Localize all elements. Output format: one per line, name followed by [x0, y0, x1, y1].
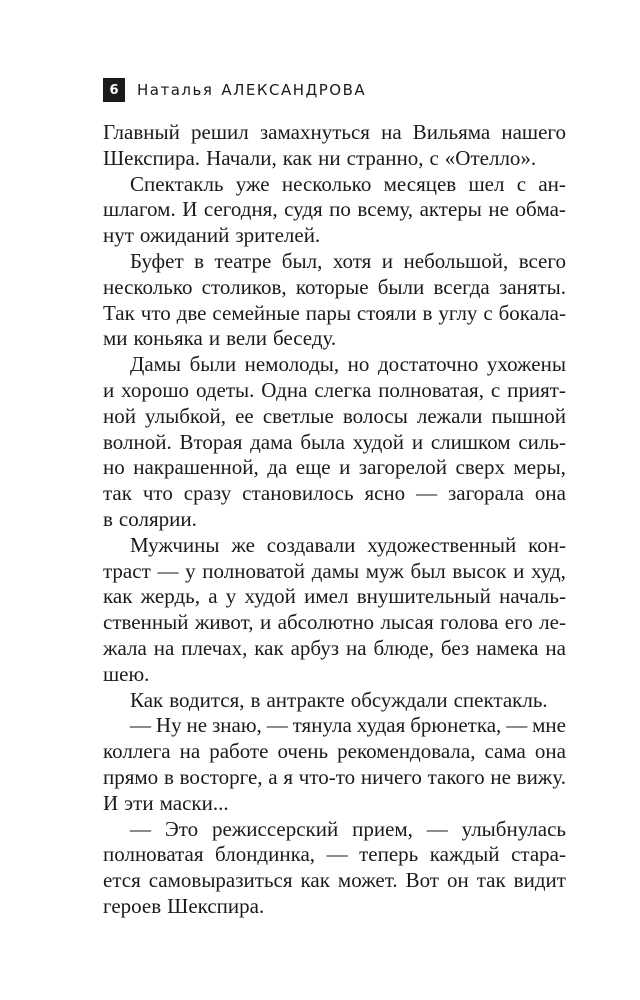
text-line: шею.	[103, 661, 150, 686]
text-line: ется самовыразиться как может. Вот он так видит	[103, 868, 566, 893]
text-line: и хорошо одеты. Одна слегка полноватая, с прият-	[103, 377, 566, 402]
author-first-name: Наталья	[137, 81, 214, 99]
text-line: нут ожиданий зрителей.	[103, 223, 321, 248]
text-line: Буфет в театре был, хотя и небольшой, всего	[130, 248, 566, 273]
text-line: Мужчины же создавали художественный кон-	[130, 532, 566, 557]
page-number: 6	[103, 78, 125, 102]
text-line: Спектакль уже несколько месяцев шел с ан-	[130, 171, 566, 196]
text-line: шлагом. И сегодня, судя по всему, актеры не обма-	[103, 197, 566, 222]
text-line: — Ну не знаю, — тянула худая брюнетка, — мне	[130, 713, 566, 738]
text-line: И эти маски...	[103, 790, 229, 815]
text-line: волной. Вторая дама была худой и слишком силь-	[103, 429, 566, 454]
author-last-name: АЛЕКСАНДРОВА	[221, 81, 367, 99]
text-line: Как водится, в антракте обсуждали спектакль.	[130, 687, 548, 712]
text-line: ственный живот, и абсолютно лысая голова его ле-	[103, 610, 566, 635]
text-line: Главный решил замахнуться на Вильяма нашего	[103, 120, 566, 144]
text-line: героев Шекспира.	[103, 893, 265, 918]
text-line: так что сразу становилось ясно — загорала она	[103, 481, 566, 506]
text-line: ми коньяка и вели беседу.	[103, 326, 337, 351]
running-header	[103, 78, 366, 102]
text-line: полноватая блондинка, — теперь каждый стара-	[103, 842, 566, 867]
text-line: жала на плечах, как арбуз на блюде, без намека на	[103, 635, 566, 660]
text-line: как жердь, а у худой имел внушительный началь-	[103, 584, 566, 609]
text-line: — Это режиссерский прием, — улыбнулась	[130, 816, 566, 841]
body-text	[103, 120, 566, 920]
text-line: в солярии.	[103, 506, 197, 531]
text-line: Дамы были немолоды, но достаточно ухожены	[130, 352, 566, 377]
text-line: ной улыбкой, ее светлые волосы лежали пышной	[103, 403, 566, 428]
text-line: Так что две семейные пары стояли в углу с бокала-	[103, 300, 566, 325]
text-line: прямо в восторге, а я что-то ничего такого не вижу.	[103, 764, 566, 789]
text-line: коллега на работе очень рекомендовала, сама она	[103, 739, 566, 764]
text-line: несколько столиков, которые были всегда заняты.	[103, 274, 566, 299]
text-line: но накрашенной, да еще и загорелой сверх меры,	[103, 455, 566, 480]
text-line: Шекспира. Начали, как ни странно, с «Отелло».	[103, 145, 537, 170]
text-line: траст — у полноватой дамы муж был высок и худ,	[103, 558, 566, 583]
